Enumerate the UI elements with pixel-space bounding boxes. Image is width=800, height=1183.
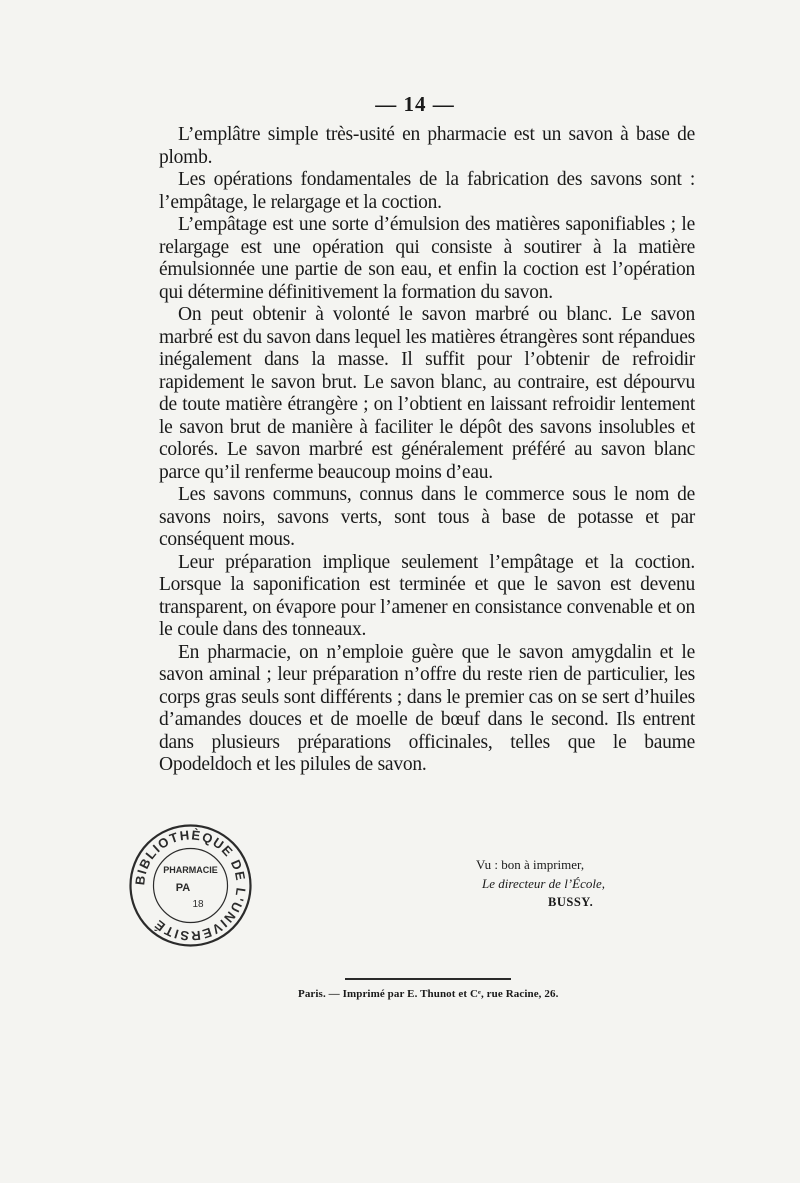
paragraph-empatage: L’empâtage est une sorte d’émulsion des matières saponifiables ; le relargage est une opération qui consiste à soutirer à la matière émulsionnée une partie de son eau, et enfin la coction est l’opération qui détermine définitivement la formation du savon.: [159, 214, 695, 303]
stamp-outer-ring: [131, 826, 251, 946]
stamp-inner-ring: [154, 849, 228, 923]
paragraph-savon-marbre: On peut obtenir à volonté le savon marbré ou blanc. Le savon marbré est du savon dans lequel les matières étrangères sont répandues inégalement dans la masse. Il suffit pour l’obtenir de refroidir rapidement le savon brut. Le savon blanc, au contraire, est dépourvu de toute matière étrangère ; on l’obtient en laissant refroidir lentement le savon brut de manière à faciliter le dépôt des savons insolubles et colorés. Le savon marbré est généralement préféré au savon blanc parce qu’il renferme beaucoup moins d’eau.: [159, 304, 695, 483]
paragraph-preparation: Leur préparation implique seulement l’empâtage et la coction. Lorsque la saponification est terminée et que le savon est devenu transparent, on évapore pour l’amener en consistance convenable et on le coule dans des tonneaux.: [159, 551, 695, 640]
approval-vu: Vu : bon à imprimer,: [476, 857, 585, 872]
stamp-center-line-3: 18: [192, 899, 204, 910]
approval-director: Le directeur de l’École,: [482, 876, 605, 891]
page-number: — 14 —: [375, 92, 455, 116]
paragraph-operations: Les opérations fondamentales de la fabrication des savons sont : l’empâtage, le relargage et la coction.: [159, 169, 695, 213]
paragraph-pharmacie: En pharmacie, on n’emploie guère que le savon amygdalin et le savon aminal ; leur préparation n’offre du reste rien de particulier, les corps gras seuls sont différents ; dans le premier cas on se sert d’huiles d’amandes douces et de moelle de bœuf dans le second. Ils entrent dans plusieurs préparations officinales, telles que le baume Opodeldoch et les pilules de savon.: [159, 641, 695, 775]
printer-line: Paris. — Imprimé par E. Thunot et Cᵉ, rue Racine, 26.: [298, 988, 559, 1000]
stamp-center-line-2: PA: [175, 882, 191, 894]
paragraph-emplatre: L’emplâtre simple très-usité en pharmacie est un savon à base de plomb.: [159, 124, 695, 168]
footer-rule: [345, 978, 511, 980]
paragraph-savons-communs: Les savons communs, connus dans le commerce sous le nom de savons noirs, savons verts, sont tous à base de potasse et par conséquent mous.: [159, 484, 695, 550]
library-stamp: [128, 823, 253, 948]
stamp-center-line-1: PHARMACIE: [163, 865, 218, 875]
approval-signature: BUSSY.: [548, 895, 594, 909]
body-text: [159, 124, 695, 777]
stamp-ring-text: BIBLIOTHÈQUE DE L'UNIVERSITÉ: [132, 827, 249, 944]
approval-block: [470, 855, 650, 912]
